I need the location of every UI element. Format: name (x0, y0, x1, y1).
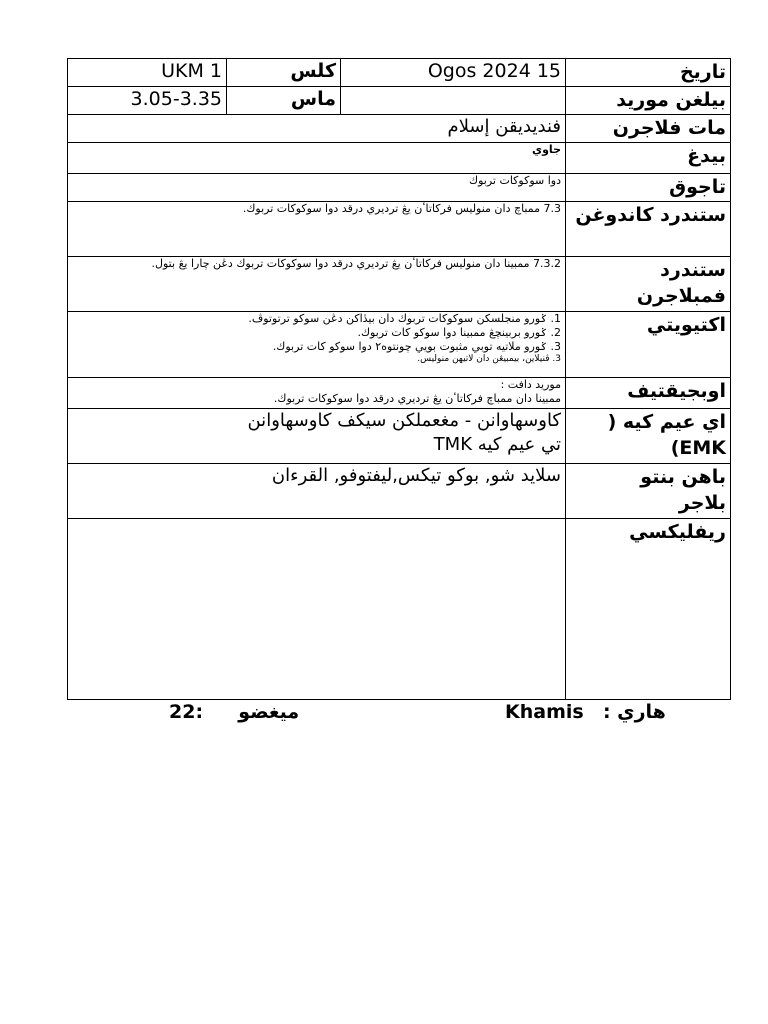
week-label: ميغضو (238, 701, 300, 723)
activity-item: 2. ݢورو بربينچڠ ممبينا دوا سوكو كات تربوك. (357, 326, 561, 339)
row-field (68, 143, 731, 174)
row-activities (68, 312, 731, 378)
activity-item: 3. ݢورو ملاتيه توبي مثبوت بويي چونتوه٢ دوا سوكو كات تربوك. (272, 340, 561, 353)
activity-item: 1. ݢورو منجلسكن سوكوكات تربوك دان بيڎاكن دڠن سوكو ترتوتوڤ. (248, 312, 561, 325)
row-subject (68, 115, 731, 143)
footer-day (505, 701, 666, 723)
pupil-count-value (341, 87, 566, 115)
class-label: كلس (227, 59, 341, 87)
field-label: بيدغ (566, 143, 731, 174)
materials-label (566, 464, 731, 519)
row-learning-standard (68, 257, 731, 312)
learning-standard-label: ستندرد فمبلاجرن (566, 257, 731, 312)
row-emk (68, 409, 731, 464)
footer-week (169, 701, 299, 723)
subject-label: مات فلاجرن (566, 115, 731, 143)
class-value: UKM 1 (68, 59, 227, 87)
subject-value: فنديديقن إسلام (68, 115, 566, 143)
materials-label-line: باهن بنتو (640, 466, 726, 488)
row-materials (68, 464, 731, 519)
row-objective (68, 378, 731, 409)
field-value: جاوي (68, 143, 566, 174)
row-time (68, 87, 731, 115)
day-value: Khamis (505, 701, 584, 723)
day-label: هاري : (602, 701, 666, 723)
time-value: 3.05-3.35 (68, 87, 227, 115)
activities-label: اكتيويتي (566, 312, 731, 378)
lesson-plan-table (67, 58, 731, 700)
activity-item: 3. ڤنيلاين، بيمبيڠن دان لاتيهن منوليس. (417, 354, 561, 364)
objective-line: ممبينا دان ممباچ فركاتاٴن يڠ ترديري درقد دوا سوكوكات تربوك. (273, 392, 561, 405)
date-value: Ogos 2024 15 (341, 59, 566, 87)
materials-value: سلايد شو, بوكو تيكس,ليفتوفو, القرءان (68, 464, 566, 519)
row-reflection (68, 519, 731, 700)
activities-list (68, 312, 566, 378)
emk-value (68, 409, 566, 464)
week-value: 22: (169, 701, 204, 723)
row-content-standard (68, 202, 731, 257)
emk-line: تي عيم كيه TMK (433, 434, 561, 455)
reflection-label: ريفليكسي (566, 519, 731, 700)
topic-label: تاجوق (566, 174, 731, 202)
time-label: ماس (227, 87, 341, 115)
reflection-value (68, 519, 566, 700)
emk-line: كاوسهاوانن - مغعملكن سيكف كاوسهاوانن (247, 410, 561, 431)
emk-label-line: EMK) (670, 437, 726, 459)
topic-value: دوا سوكوكات تربوك (68, 174, 566, 202)
row-topic (68, 174, 731, 202)
objective-label: اوبجيقتيف (566, 378, 731, 409)
content-standard-label: ستندرد كاندوغن (566, 202, 731, 257)
emk-label-line: اي عيم كيه ( (607, 411, 726, 433)
date-label: تاريخ (566, 59, 731, 87)
objective-value (68, 378, 566, 409)
objective-line: موريد دافت : (500, 378, 561, 391)
content-standard-value: 7.3 ممباچ دان منوليس فركاتاٴن يڠ ترديري درقد دوا سوكوكات تربوك. (68, 202, 566, 257)
pupil-count-label: بيلغن موريد (566, 87, 731, 115)
emk-label (566, 409, 731, 464)
learning-standard-value: 7.3.2 ممبينا دان منوليس فركاتاٴن يڠ ترديري درقد دوا سوكوكات تربوك دڠن چارا يڠ بتول. (68, 257, 566, 312)
materials-label-line: بلاجر (678, 492, 726, 514)
row-date (68, 59, 731, 87)
